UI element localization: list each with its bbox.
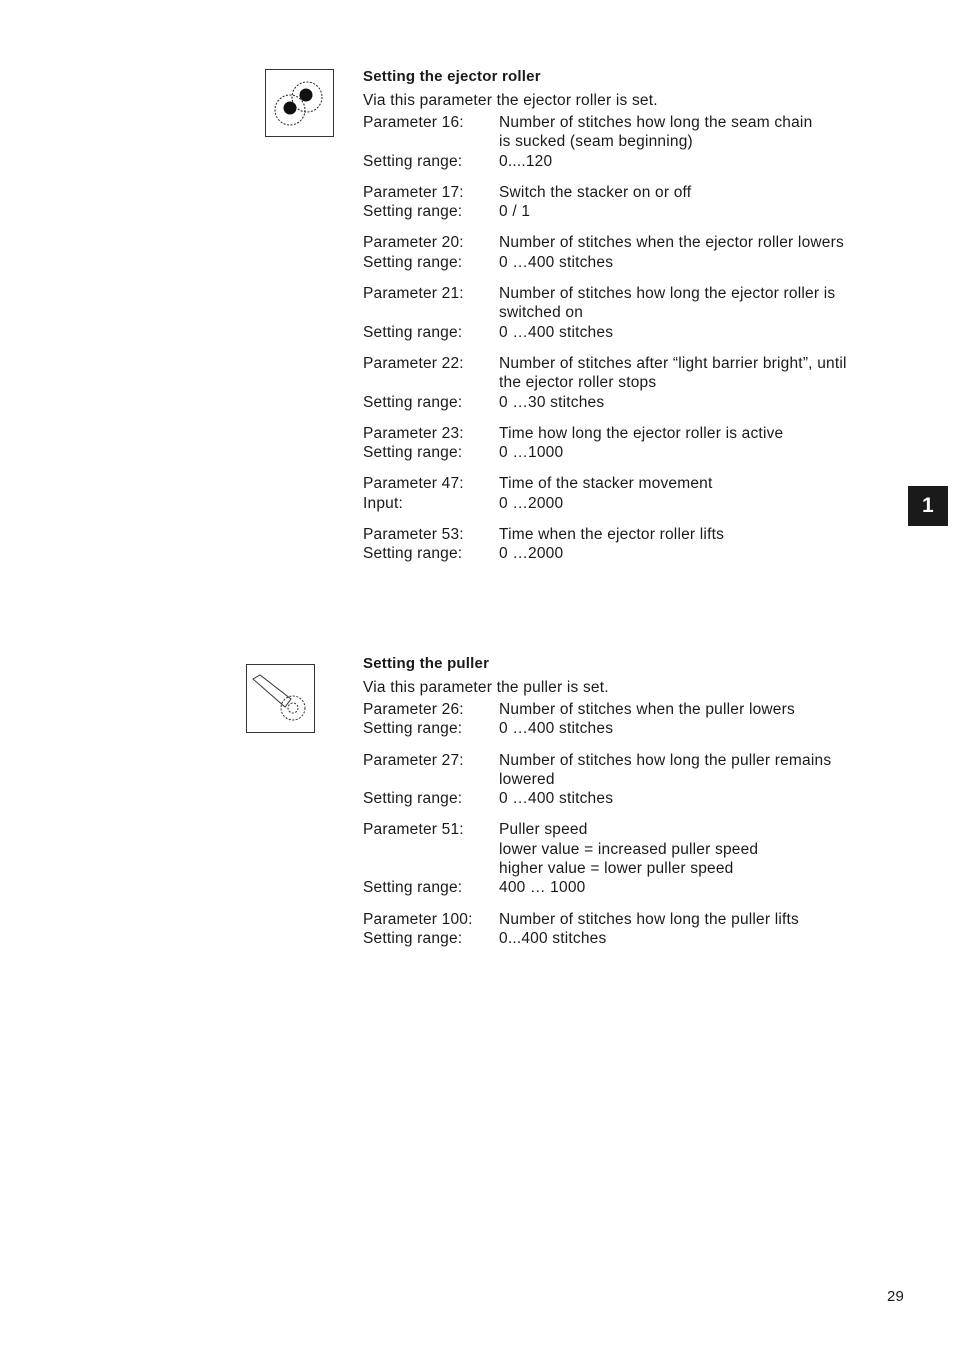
range-value: 0 …400 stitches [499,720,614,738]
label-spacer [363,859,499,878]
parameter-label: Parameter 20: [363,234,464,252]
parameter-description: Puller speed [499,821,588,839]
range-value: 0....120 [499,152,553,170]
range-value: 0 …2000 [499,545,564,563]
parameter-block [363,284,893,342]
parameter-block [363,183,893,222]
parameter-label: Parameter 22: [363,354,464,372]
parameter-list [363,113,893,564]
parameter-description: Time of the stacker movement [499,475,713,493]
parameter-description: the ejector roller stops [499,374,657,392]
parameter-label: Parameter 51: [363,821,464,839]
range-label: Setting range: [363,323,463,341]
parameter-description: Number of stitches how long the ejector roller is [499,285,836,303]
range-label: Setting range: [363,929,463,947]
label-spacer [363,770,499,789]
parameter-block [363,910,893,949]
range-value: 0 …400 stitches [499,323,614,341]
parameter-description: Number of stitches when the puller lowers [499,701,795,718]
parameter-block [363,424,893,463]
parameter-description: is sucked (seam beginning) [499,133,693,151]
section-intro: Via this parameter the puller is set. [363,679,609,696]
parameter-description: Time when the ejector roller lifts [499,526,725,544]
parameter-block [363,113,893,171]
range-value: 0 …400 stitches [499,253,614,271]
parameter-description: Number of stitches after “light barrier bright”, until [499,354,847,372]
parameter-label: Parameter 21: [363,285,464,303]
range-label: Input: [363,494,403,512]
parameter-label: Parameter 47: [363,475,464,493]
range-value: 0 …1000 [499,444,564,462]
parameter-description: lower value = increased puller speed [499,840,759,858]
range-label: Setting range: [363,253,463,271]
parameter-label: Parameter 53: [363,526,464,544]
range-value: 0 …2000 [499,494,564,512]
range-value: 0...400 stitches [499,929,607,947]
parameter-block [363,700,893,739]
range-value: 400 … 1000 [499,879,586,897]
parameter-label: Parameter 16: [363,114,464,131]
section-title: Setting the puller [363,655,490,672]
range-label: Setting range: [363,203,463,221]
puller-section [363,652,893,960]
parameter-description: Number of stitches when the ejector roller lowers [499,234,844,252]
parameter-block [363,751,893,809]
parameter-label: Parameter 27: [363,751,464,769]
parameter-description: Number of stitches how long the puller lifts [499,910,799,928]
parameter-description: switched on [499,304,584,322]
parameter-label: Parameter 100: [363,910,473,928]
range-value: 0 …30 stitches [499,393,605,411]
section-intro: Via this parameter the ejector roller is set. [363,92,658,109]
label-spacer [363,840,499,859]
range-label: Setting range: [363,720,463,738]
section-title: Setting the ejector roller [363,68,541,85]
range-value: 0 / 1 [499,203,531,221]
range-label: Setting range: [363,152,463,170]
parameter-list [363,700,893,948]
ejector-roller-icon [265,69,334,137]
range-value: 0 …400 stitches [499,790,614,808]
puller-icon [246,664,315,733]
range-label: Setting range: [363,444,463,462]
parameter-description: Number of stitches how long the puller remains [499,751,832,769]
label-spacer [363,373,499,392]
range-label: Setting range: [363,879,463,897]
parameter-block [363,820,893,897]
parameter-block [363,354,893,412]
parameter-description: lowered [499,770,555,788]
label-spacer [363,132,499,151]
chapter-tab: 1 [908,486,948,526]
parameter-block [363,233,893,272]
parameter-label: Parameter 26: [363,701,464,718]
parameter-description: Number of stitches how long the seam chain [499,114,813,131]
range-label: Setting range: [363,545,463,563]
parameter-block [363,474,893,513]
parameter-label: Parameter 23: [363,424,464,442]
page-number: 29 [887,1288,905,1305]
parameter-label: Parameter 17: [363,183,464,201]
range-label: Setting range: [363,790,463,808]
parameter-description: Switch the stacker on or off [499,183,692,201]
parameter-description: Time how long the ejector roller is active [499,424,784,442]
label-spacer [363,303,499,322]
parameter-block [363,525,893,564]
range-label: Setting range: [363,393,463,411]
ejector-roller-section [363,65,893,576]
parameter-description: higher value = lower puller speed [499,860,734,878]
